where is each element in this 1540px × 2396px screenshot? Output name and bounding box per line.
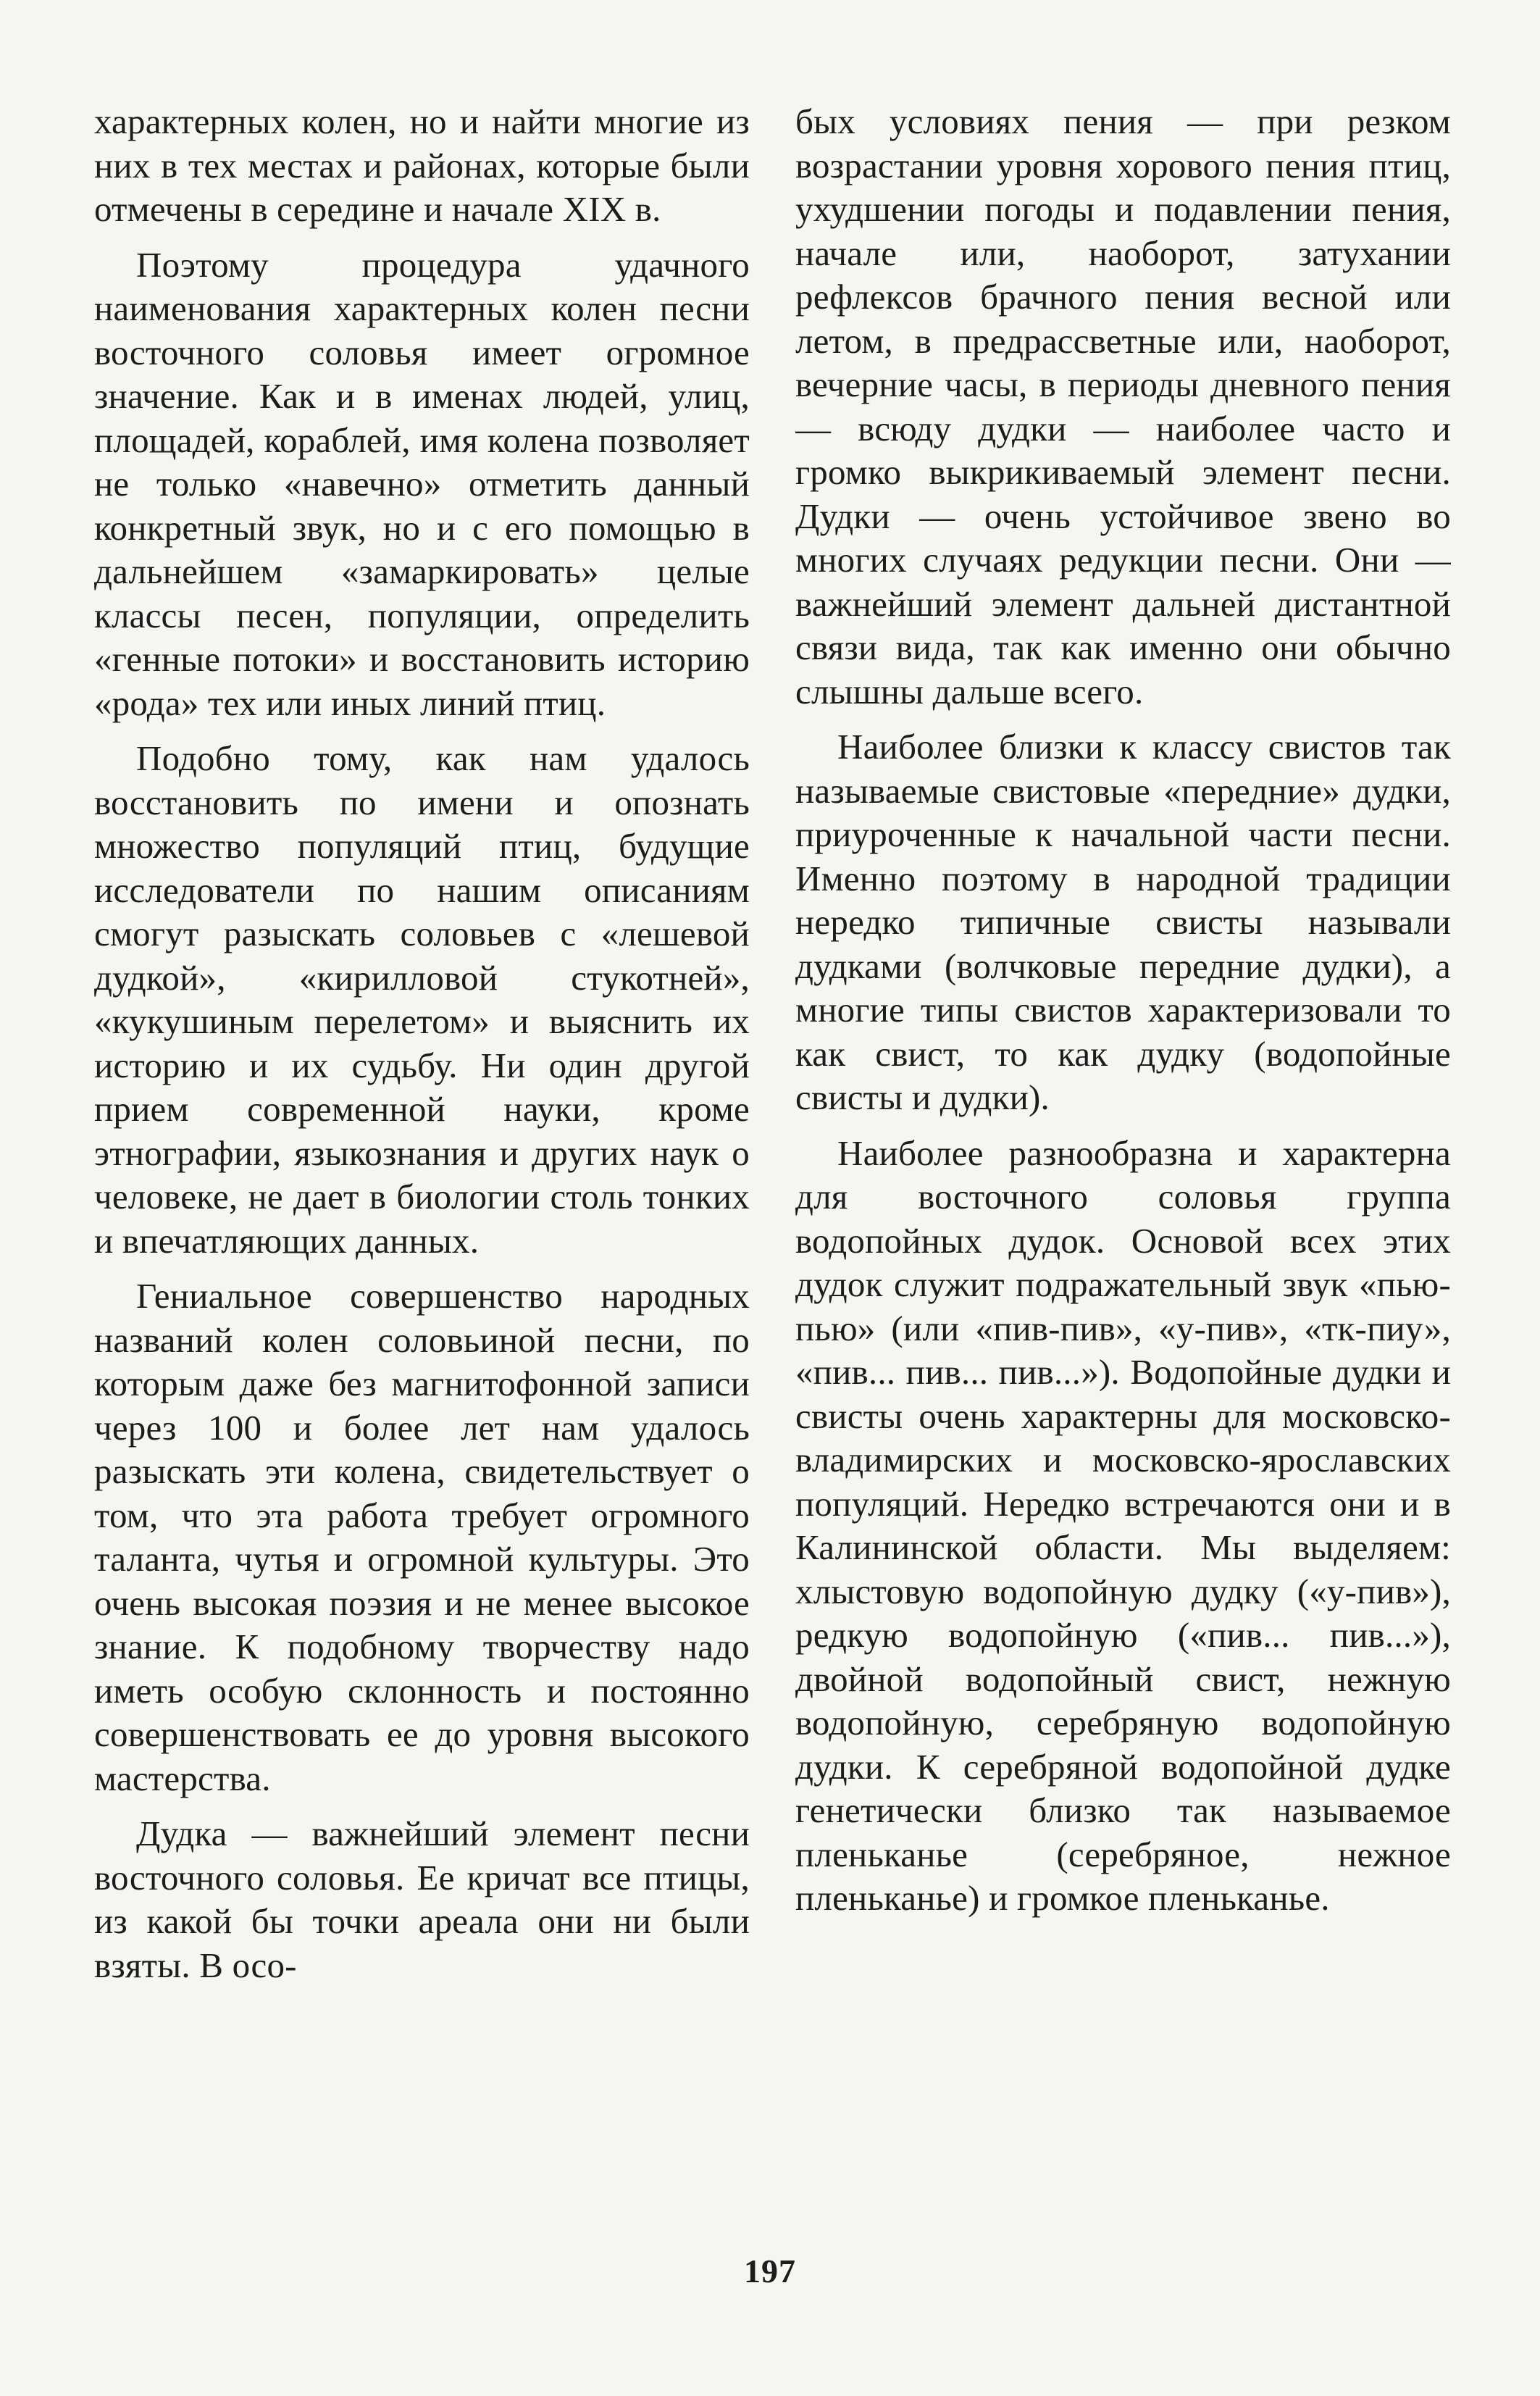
paragraph: Подобно тому, как нам удалось восстановить по имени и опознать множество популяций птиц, будущие исследователи по нашим описаниям смогут разыскать соловьев с «лешевой дудкой», «кирилловой стукотней», «кукушиным перелетом» и выяснить их историю и их судьбу. Ни один другой прием современной науки, кроме этнографии, языкознания и других наук о человеке, не дает в биологии столь тонких и впечатляющих данных. bbox=[94, 738, 750, 1261]
right-column bbox=[795, 100, 1451, 2245]
page-number: 197 bbox=[744, 2253, 796, 2289]
paragraph: Наиболее близки к классу свистов так называемые свистовые «передние» дудки, приуроченные к начальной части песни. Именно поэтому в народной традиции нередко типичные свисты называли дудками (волчковые передние дудки), а многие типы свистов характеризовали то как свист, то как дудку (водопойные свисты и дудки). bbox=[795, 727, 1451, 1117]
paragraph: Дудка — важнейший элемент песни восточного соловья. Ее кричат все птицы, из какой бы точки ареала они ни были взяты. В осо- bbox=[94, 1813, 750, 1985]
paragraph: Гениальное совершенство народных названий колен соловьиной песни, по которым даже без магнитофонной записи через 100 и более лет нам удалось разыскать эти колена, свидетельствует о том, что эта работа требует огромного таланта, чутья и огромной культуры. Это очень высокая поэзия и не менее высокое знание. К подобному творчеству надо иметь особую склонность и постоянно совершенствовать ее до уровня высокого мастерства. bbox=[94, 1276, 750, 1798]
paragraph: Наиболее разнообразна и характерна для восточного соловья группа водопойных дудок. Основой всех этих дудок служит подражательный звук «пью-пью» (или «пив-пив», «у-пив», «тк-пиу», «пив... пив... пив...»). Водопойные дудки и свисты очень характерны для московско-владимирских и московско-ярославских популяций. Нередко встречаются они и в Калининской области. Мы выделяем: хлыстовую водопойную дудку («у-пив»), редкую водопойную («пив... пив...»), двойной водопойный свист, нежную водопойную, серебряную водопойную дудки. К серебряной водопойной дудке генетически близко так называемое пленьканье (серебряное, нежное пленьканье) и громкое пленьканье. bbox=[795, 1132, 1451, 1918]
left-column bbox=[94, 100, 750, 2245]
paragraph: Поэтому процедура удачного наименования характерных колен песни восточного соловья имеет огромное значение. Как и в именах людей, улиц, площадей, кораблей, имя колена позволяет не только «навечно» отметить данный конкретный звук, но и с его помощью в дальнейшем «замаркировать» целые классы песен, популяции, определить «генные потоки» и восстановить историю «рода» тех или иных линий птиц. bbox=[94, 244, 750, 723]
paragraph: характерных колен, но и найти многие из них в тех местах и районах, которые были отмечены в середине и начале XIX в. bbox=[94, 101, 750, 229]
paragraph: бых условиях пения — при резком возрастании уровня хорового пения птиц, ухудшении погоды и подавлении пения, начале или, наоборот, затухании рефлексов брачного пения весной или летом, в предрассветные или, наоборот, вечерние часы, в периоды дневного пения — всюду дудки — наиболее часто и громко выкрикиваемый элемент песни. Дудки — очень устойчивое звено во многих случаях редукции песни. Они — важнейший элемент дальней дистантной связи вида, так как именно они обычно слышны дальше всего. bbox=[795, 101, 1451, 711]
